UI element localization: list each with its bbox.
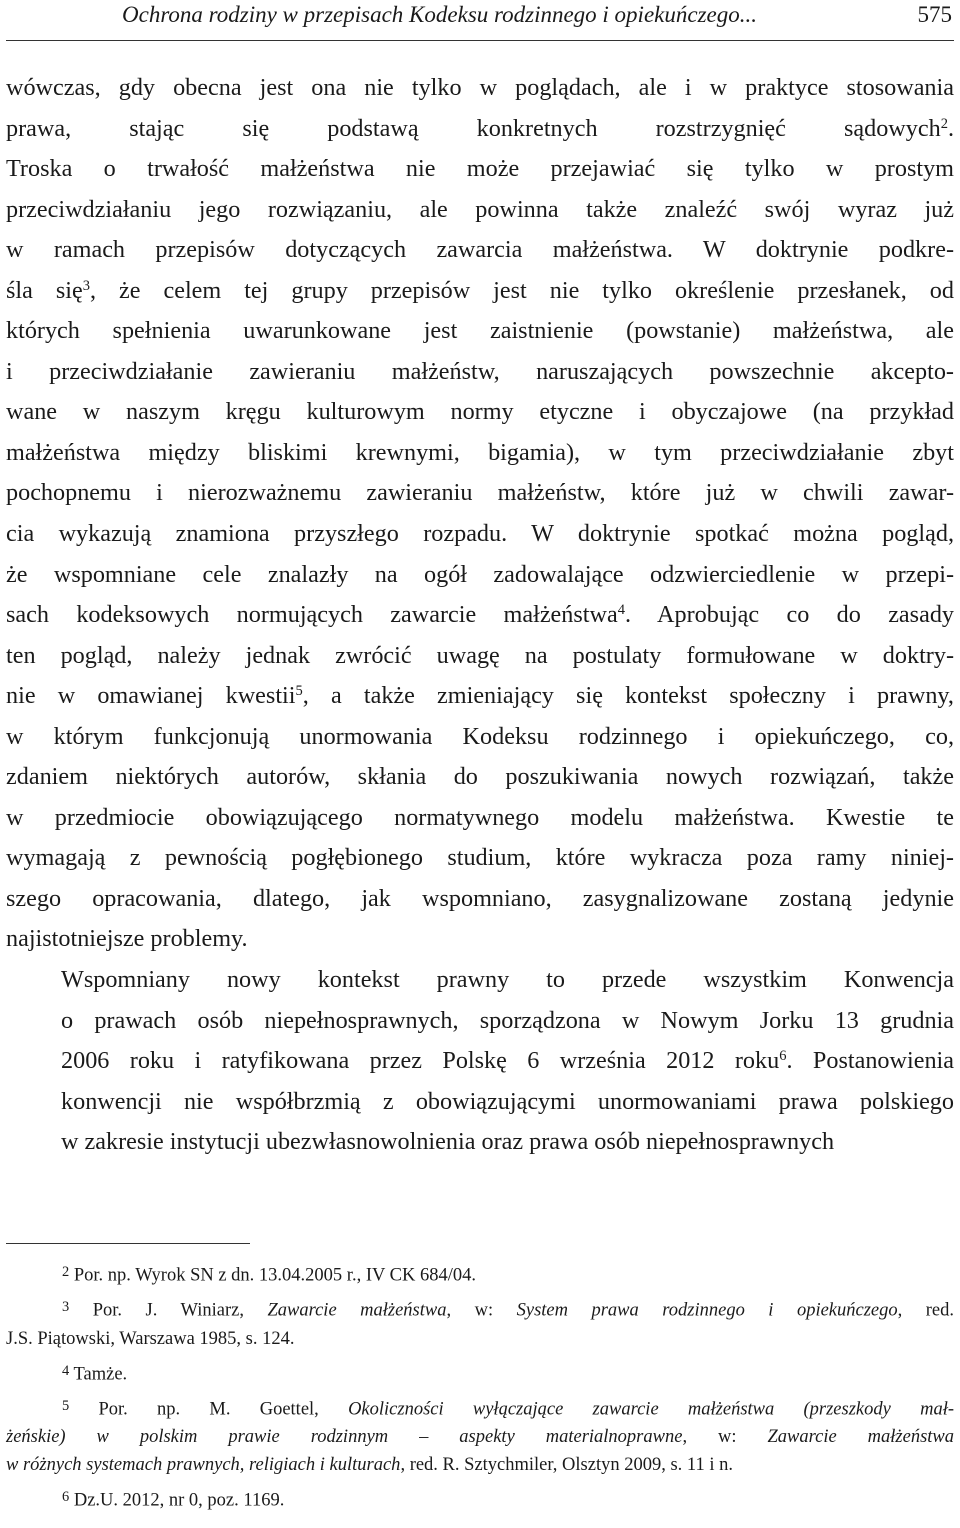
- footnote-line: $^6$ Dz.U. 2012, nr 0, poz. 1169.: [62, 1489, 285, 1511]
- text-line: przeciwdziałaniu jego rozwiązaniu, ale powinna także znaleźć swój wyraz już: [6, 195, 954, 223]
- italic-title: żeńskie) w polskim prawie rodzinnym – aspekty materialnoprawne: [6, 1427, 683, 1448]
- footnote-reference: 2: [940, 115, 948, 132]
- text-line: cia wykazują znamiona przyszłego rozpadu. W doktrynie spotkać można pogląd,: [6, 520, 954, 548]
- footnote-line: J.S. Piątowski, Warszawa 1985, s. 124.: [6, 1328, 295, 1349]
- text-line: małżeństwa między bliskimi krewnymi, bigamia), w tym przeciwdziałanie zbyt: [6, 438, 954, 466]
- footnote-number: 4: [62, 1362, 70, 1379]
- footnote-line: $^4$ Tamże.: [62, 1362, 128, 1384]
- text-line: w ramach przepisów dotyczących zawarcia małżeństwa. W doktrynie podkre-: [6, 236, 954, 264]
- footnote-number: 6: [62, 1489, 70, 1506]
- footnote-line: w różnych systemach prawnych, religiach i kulturach, red. R. Sztychmiler, Olsztyn 2009, s. 11 i n.: [6, 1455, 734, 1476]
- text-line: ten pogląd, należy jednak zwrócić uwagę na postulaty formułowane w doktry-: [6, 641, 954, 669]
- text-line: konwencji nie współbrzmią z obowiązującymi unormowaniami prawa polskiego: [61, 1087, 954, 1115]
- footnote-line: $^5$ Por. np. M. Goettel, Okoliczności wyłączające zawarcie małżeństwa (przeszkody mał-: [62, 1397, 954, 1420]
- paragraph: [6, 68, 954, 960]
- text-line: wane w naszym kręgu kulturowym normy etyczne i obyczajowe (na przykład: [6, 398, 954, 426]
- footnote: [6, 1357, 954, 1388]
- page-header: [0, 0, 960, 44]
- body-text: [6, 68, 954, 1163]
- text-line: śla się$^3$, że celem tej grupy przepisów jest nie tylko określenie przesłanek, od: [6, 276, 954, 304]
- footnote-reference: 5: [295, 683, 303, 700]
- text-line: i przeciwdziałanie zawieraniu małżeństw, naruszających powszechnie akcepto-: [6, 357, 954, 385]
- footnote-divider: [6, 1243, 250, 1244]
- footnote-number: 3: [62, 1299, 70, 1316]
- text-line: w przedmiocie obowiązującego normatywnego modelu małżeństwa. Kwestie te: [6, 803, 954, 831]
- footnote-number: 5: [62, 1397, 70, 1414]
- footnote-number: 2: [62, 1264, 70, 1280]
- footnote: [6, 1392, 954, 1479]
- page-number: 575: [917, 2, 952, 27]
- text-line: o prawach osób niepełnosprawnych, sporządzona w Nowym Jorku 13 grudnia: [61, 1006, 954, 1034]
- footnote: [6, 1258, 954, 1289]
- text-line: 2006 roku i ratyfikowana przez Polskę 6 września 2012 roku$^6$. Postanowienia: [61, 1047, 955, 1075]
- text-line: że wspomniane cele znalazły na ogół zadowalające odzwierciedlenie w przepi-: [6, 560, 954, 588]
- text-line: sach kodeksowych normujących zawarcie małżeństwa$^4$. Aprobując co do zasady: [6, 601, 955, 629]
- text-line: wymagają z pewnością pogłębionego studium, które wykracza poza ramy niniej-: [6, 844, 954, 872]
- italic-title: Okoliczności wyłączające zawarcie małżeństwa (przeszkody mał-: [348, 1399, 954, 1420]
- text-line: najistotniejsze problemy.: [6, 925, 248, 953]
- footnote-reference: 3: [82, 277, 90, 294]
- footnote-reference: 4: [617, 602, 625, 619]
- footnote-line: $^3$ Por. J. Winiarz, Zawarcie małżeństwa, w: System prawa rodzinnego i opiekuńczego, red.: [62, 1299, 955, 1321]
- text-line: prawa, stając się podstawą konkretnych rozstrzygnięć sądowych$^2$.: [6, 114, 954, 142]
- footnote: [6, 1483, 954, 1514]
- italic-title: Zawarcie małżeństwa: [267, 1300, 447, 1321]
- text-line: pochopnemu i nierozważnemu zawieraniu małżeństw, które już w chwili zawar-: [6, 479, 954, 507]
- footnote-line: $^2$ Por. np. Wyrok SN z dn. 13.04.2005 r., IV CK 684/04.: [62, 1264, 476, 1286]
- text-line: w którym funkcjonują unormowania Kodeksu rodzinnego i opiekuńczego, co,: [6, 722, 954, 750]
- italic-title: System prawa rodzinnego i opiekuńczego: [516, 1300, 898, 1321]
- paragraph: [6, 960, 954, 1163]
- text-line: zdaniem niektórych autorów, skłania do poszukiwania nowych rozwiązań, także: [6, 763, 954, 791]
- footnote-line: żeńskie) w polskim prawie rodzinnym – aspekty materialnoprawne, w: Zawarcie małżeństwa: [6, 1427, 955, 1448]
- footnote: [6, 1293, 954, 1352]
- text-line: wówczas, gdy obecna jest ona nie tylko w poglądach, ale i w praktyce stosowania: [6, 74, 954, 101]
- text-line: nie w omawianej kwestii$^5$, a także zmieniający się kontekst społeczny i prawny,: [6, 682, 954, 710]
- text-line: Wspomniany nowy kontekst prawny to przede wszystkim Konwencja: [61, 966, 954, 994]
- text-line: których spełnienia uwarunkowane jest zaistnienie (powstanie) małżeństwa, ale: [6, 317, 954, 345]
- footnotes: [6, 1258, 954, 1519]
- running-title: Ochrona rodziny w przepisach Kodeksu rodzinnego i opiekuńczego...: [122, 2, 757, 27]
- text-line: Troska o trwałość małżeństwa nie może przejawiać się tylko w prostym: [6, 155, 954, 183]
- italic-title: Zawarcie małżeństwa: [767, 1427, 955, 1448]
- footnote-reference: 6: [779, 1048, 787, 1065]
- text-line: w zakresie instytucji ubezwłasnowolnienia oraz prawa osób niepełnosprawnych: [61, 1128, 835, 1156]
- italic-title: w różnych systemach prawnych, religiach i kulturach: [6, 1455, 401, 1476]
- text-line: szego opracowania, dlatego, jak wspomniano, zasygnalizowane zostaną jedynie: [6, 884, 954, 912]
- header-divider: [6, 40, 954, 41]
